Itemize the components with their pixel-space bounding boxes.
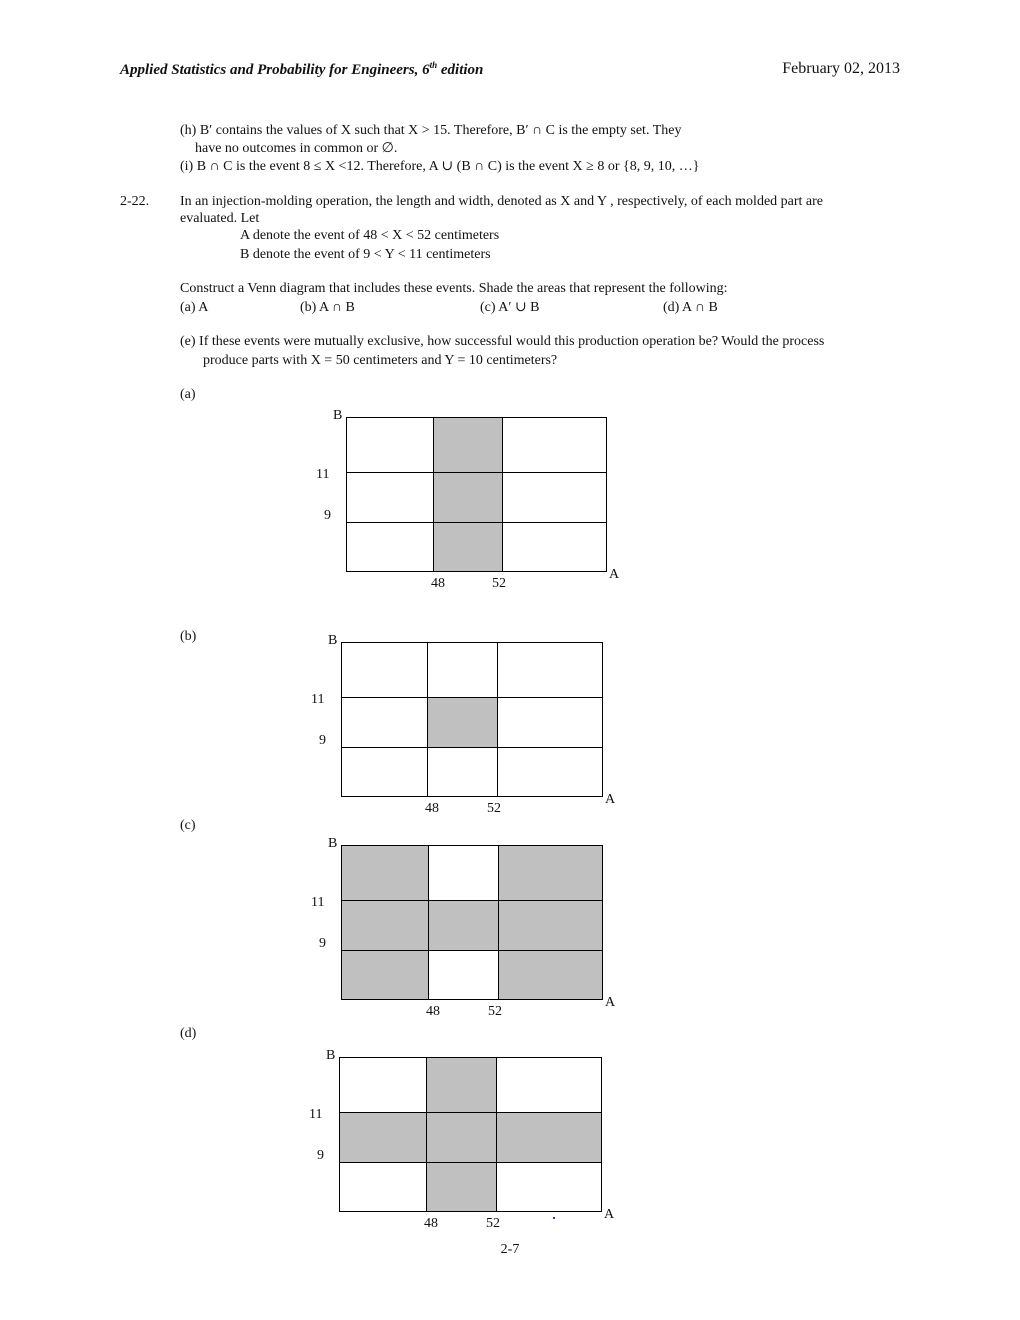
unshaded-region: [341, 697, 428, 748]
y-tick-label: 11: [311, 895, 325, 910]
shaded-region: [339, 1112, 427, 1163]
diagram-part-label: (d): [180, 1026, 197, 1041]
unshaded-region: [496, 1162, 602, 1212]
construct-instruction: Construct a Venn diagram that includes these events. Shade the areas that represent the following:: [180, 281, 728, 296]
axis-label-a: A: [605, 995, 616, 1010]
option-c: (c) A′ ∪ B: [480, 300, 540, 315]
shaded-region: [433, 417, 503, 473]
running-title-end: edition: [437, 62, 484, 78]
shaded-region: [498, 900, 603, 951]
unshaded-region: [502, 472, 607, 523]
prev-h-line2: have no outcomes in common or ∅.: [195, 141, 398, 156]
event-a-definition: A denote the event of 48 < X < 52 centimeters: [240, 228, 500, 243]
diagram-part-label: (b): [180, 629, 197, 644]
part-e-line1: (e) If these events were mutually exclusive, how successful would this production operation be? Would the process: [180, 334, 825, 349]
unshaded-region: [427, 642, 498, 698]
y-tick-label: 11: [311, 692, 325, 707]
shaded-region: [341, 845, 429, 901]
unshaded-region: [346, 522, 434, 572]
x-tick-label: 52: [492, 576, 506, 591]
prev-h-line1: (h) B′ contains the values of X such that X > 15. Therefore, B′ ∩ C is the empty set. They: [180, 123, 682, 138]
axis-label-a: A: [604, 1207, 615, 1222]
y-tick-label: 11: [309, 1107, 323, 1122]
unshaded-region: [496, 1057, 602, 1113]
page-number: 2-7: [500, 1242, 520, 1257]
running-title-main: Applied Statistics and Probability for Engineers, 6: [120, 62, 430, 78]
axis-label-a: A: [609, 567, 620, 582]
option-a: (a) A: [180, 300, 209, 315]
axis-label-b: B: [333, 408, 343, 423]
unshaded-region: [427, 747, 498, 797]
x-tick-label: 48: [426, 1004, 440, 1019]
running-title-sup: th: [429, 60, 438, 70]
event-b-definition: B denote the event of 9 < Y < 11 centimeters: [240, 247, 491, 262]
shaded-region: [341, 900, 429, 951]
unshaded-region: [502, 522, 607, 572]
shaded-region: [498, 950, 603, 1000]
problem-statement-line2: evaluated. Let: [180, 211, 260, 226]
x-tick-label: 48: [424, 1216, 438, 1231]
x-tick-label: 48: [431, 576, 445, 591]
option-b: (b) A ∩ B: [300, 300, 355, 315]
shaded-region: [341, 950, 429, 1000]
header-date: February 02, 2013: [782, 60, 900, 77]
part-e-line2: produce parts with X = 50 centimeters and Y = 10 centimeters?: [203, 353, 558, 368]
x-tick-label: 52: [487, 801, 501, 816]
unshaded-region: [502, 417, 607, 473]
unshaded-region: [341, 747, 428, 797]
unshaded-region: [346, 417, 434, 473]
axis-label-a: A: [605, 792, 616, 807]
shaded-region: [427, 697, 498, 748]
unshaded-region: [497, 747, 603, 797]
unshaded-region: [497, 642, 603, 698]
problem-statement-line1: In an injection-molding operation, the length and width, denoted as X and Y , respectively, of each molded part are: [180, 194, 824, 209]
unshaded-region: [346, 472, 434, 523]
shaded-region: [496, 1112, 602, 1163]
x-tick-label: 52: [486, 1216, 500, 1231]
problem-number: 2-22.: [120, 194, 150, 209]
y-tick-label: 9: [324, 508, 331, 523]
shaded-region: [428, 900, 499, 951]
axis-label-b: B: [328, 836, 338, 851]
unshaded-region: [339, 1162, 427, 1212]
shaded-region: [426, 1112, 497, 1163]
shaded-region: [498, 845, 603, 901]
unshaded-region: [497, 697, 603, 748]
shaded-region: [433, 522, 503, 572]
x-tick-label: 48: [425, 801, 439, 816]
shaded-region: [426, 1162, 497, 1212]
shaded-region: [433, 472, 503, 523]
y-tick-label: 9: [319, 733, 326, 748]
y-tick-label: 9: [317, 1148, 324, 1163]
option-d: (d) A ∩ B: [663, 300, 718, 315]
stray-mark: [553, 1217, 555, 1219]
y-tick-label: 11: [316, 467, 330, 482]
unshaded-region: [428, 845, 499, 901]
y-tick-label: 9: [319, 936, 326, 951]
shaded-region: [426, 1057, 497, 1113]
axis-label-b: B: [328, 633, 338, 648]
running-title: [120, 60, 483, 79]
unshaded-region: [339, 1057, 427, 1113]
axis-label-b: B: [326, 1048, 336, 1063]
unshaded-region: [428, 950, 499, 1000]
unshaded-region: [341, 642, 428, 698]
diagram-part-label: (a): [180, 387, 196, 402]
prev-i-line: (i) B ∩ C is the event 8 ≤ X <12. Therefore, A ∪ (B ∩ C) is the event X ≥ 8 or {8, 9, 10, …}: [180, 159, 700, 174]
diagram-part-label: (c): [180, 818, 196, 833]
x-tick-label: 52: [488, 1004, 502, 1019]
